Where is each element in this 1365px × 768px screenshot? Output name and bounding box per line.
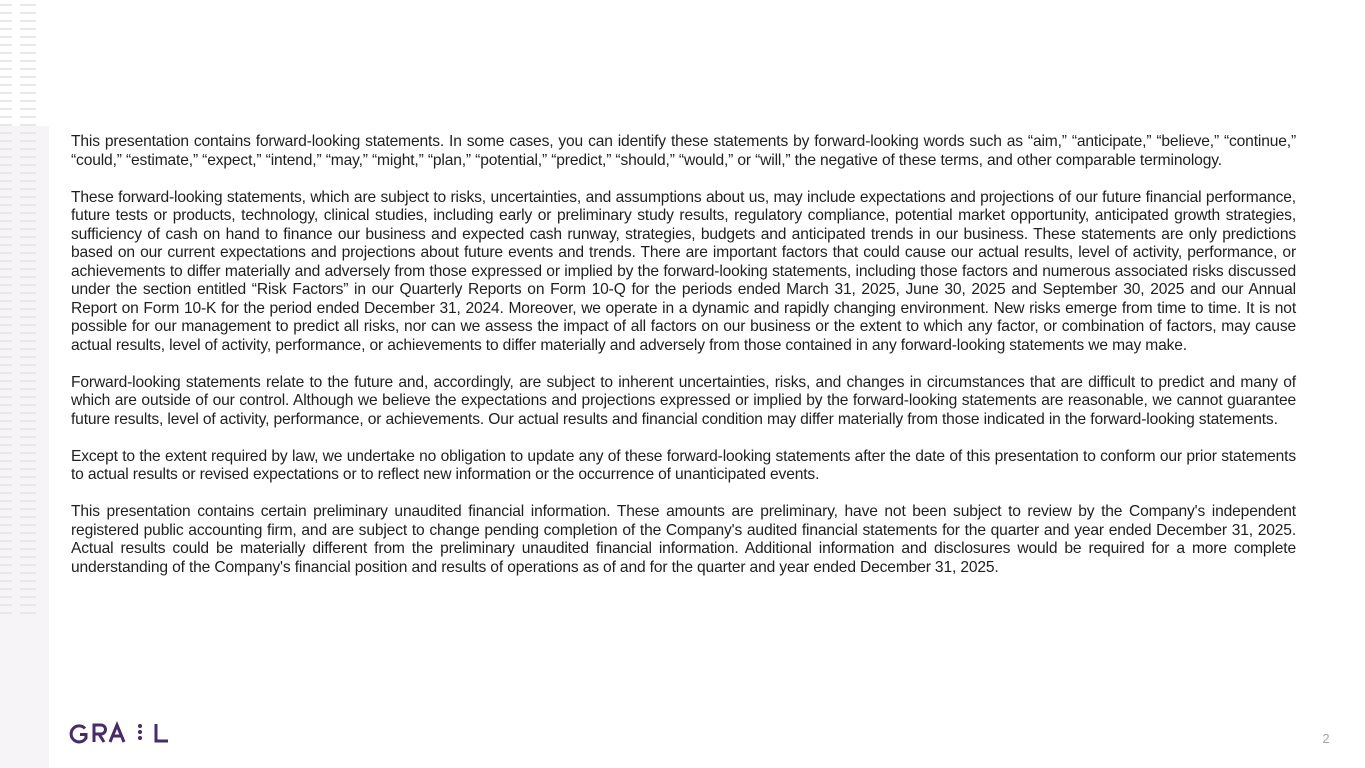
grail-logo-mark: [68, 720, 172, 748]
disclaimer-paragraph-2: These forward-looking statements, which are subject to risks, uncertainties, and assumptions about us, may include expectations and projections of our future financial performance, future tests or products, technology, clinical studies, including early or preliminary study results, regulatory compliance, potential market opportunity, anticipated growth strategies, sufficiency of cash on hand to finance our business and expected cash runway, strategies, budgets and anticipated trends in our business. These statements are only predictions based on our current expectations and projections about future events and trends. There are important factors that could cause our actual results, level of activity, performance, or achievements to differ materially and adversely from those expressed or implied by the forward-looking statements, including those factors and numerous associated risks discussed under the section entitled “Risk Factors” in our Quarterly Reports on Form 10-Q for the periods ended March 31, 2025, June 30, 2025 and September 30, 2025 and our Annual Report on Form 10-K for the period ended December 31, 2024. Moreover, we operate in a dynamic and rapidly changing environment. New risks emerge from time to time. It is not possible for our management to predict all risks, nor can we assess the impact of all factors on our business or the extent to which any factor, or combination of factors, may cause actual results, level of activity, performance, or achievements to differ materially and adversely from those contained in any forward-looking statements we may make.: [71, 188, 1296, 354]
grail-logo: [68, 720, 172, 748]
side-dash-pattern-top: [0, 4, 38, 126]
disclaimer-paragraph-4: Except to the extent required by law, we undertake no obligation to update any of these forward-looking statements after the date of this presentation to conform our prior statements to actual results or revised expectations or to reflect new information or the occurrence of unanticipated events.: [71, 447, 1296, 483]
disclaimer-paragraph-3: Forward-looking statements relate to the future and, accordingly, are subject to inherent uncertainties, risks, and changes in circumstances that are difficult to predict and many of which are outside of our control. Although we believe the expectations and projections expressed or implied by the forward-looking statements are reasonable, we cannot guarantee future results, level of activity, performance, or achievements. Our actual results and financial condition may differ materially from those indicated in the forward-looking statements.: [71, 373, 1296, 428]
disclaimer-paragraph-1: This presentation contains forward-looking statements. In some cases, you can identify these statements by forward-looking words such as “aim,” “anticipate,” “believe,” “continue,” “could,” “estimate,” “expect,” “intend,” “may,” “might,” “plan,” “potential,” “predict,” “should,” “would,” or “will,” the negative of these terms, and other comparable terminology.: [71, 133, 1296, 169]
disclaimer-paragraph-5: This presentation contains certain preliminary unaudited financial information. These amounts are preliminary, have not been subject to review by the Company's independent registered public accounting firm, and are subject to change pending completion of the Company's audited financial statements for the quarter and year ended December 31, 2025. Actual results could be materially different from the preliminary unaudited financial information. Additional information and disclosures would be required for a more complete understanding of the Company's financial position and results of operations as of and for the quarter and year ended December 31, 2025.: [71, 503, 1296, 576]
side-decoration-top: [0, 0, 49, 126]
disclaimer-body: [71, 133, 1296, 596]
page-number: 2: [1322, 731, 1330, 746]
